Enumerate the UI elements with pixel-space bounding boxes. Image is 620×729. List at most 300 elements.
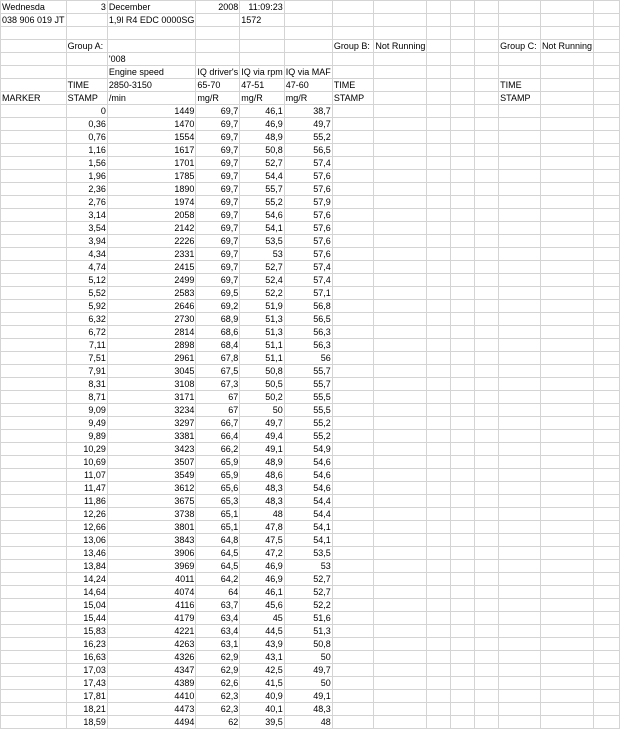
iq-rpm-cell[interactable]: 48 bbox=[240, 508, 285, 521]
empty-cell[interactable] bbox=[475, 573, 499, 586]
iq-rpm-cell[interactable]: 50,8 bbox=[240, 144, 285, 157]
time-stamp-cell[interactable]: 4,74 bbox=[66, 261, 107, 274]
empty-cell[interactable] bbox=[332, 313, 374, 326]
time-stamp-cell[interactable]: 3,54 bbox=[66, 222, 107, 235]
empty-cell[interactable] bbox=[475, 53, 499, 66]
empty-cell[interactable] bbox=[593, 66, 619, 79]
iq-maf-cell[interactable]: 57,9 bbox=[284, 196, 332, 209]
iq-rpm-cell[interactable]: 49,4 bbox=[240, 430, 285, 443]
empty-cell[interactable] bbox=[284, 14, 332, 27]
empty-cell[interactable] bbox=[427, 157, 451, 170]
empty-cell[interactable] bbox=[540, 53, 593, 66]
iq-rpm-cell[interactable]: 54,1 bbox=[240, 222, 285, 235]
empty-cell[interactable] bbox=[1, 339, 67, 352]
empty-cell[interactable] bbox=[374, 404, 427, 417]
iq-maf-cell[interactable]: 54,9 bbox=[284, 443, 332, 456]
time-stamp-cell[interactable]: 2,36 bbox=[66, 183, 107, 196]
empty-cell[interactable] bbox=[593, 27, 619, 40]
empty-cell[interactable] bbox=[499, 677, 541, 690]
empty-cell[interactable] bbox=[427, 92, 451, 105]
empty-cell[interactable] bbox=[427, 456, 451, 469]
iq-maf-cell[interactable]: 54,4 bbox=[284, 508, 332, 521]
time-stamp-cell[interactable]: 13,46 bbox=[66, 547, 107, 560]
empty-cell[interactable] bbox=[374, 313, 427, 326]
empty-cell[interactable] bbox=[1, 365, 67, 378]
empty-cell[interactable] bbox=[374, 131, 427, 144]
empty-cell[interactable] bbox=[540, 339, 593, 352]
empty-cell[interactable] bbox=[475, 14, 499, 27]
empty-cell[interactable] bbox=[196, 27, 240, 40]
iq-rpm-cell[interactable]: 55,2 bbox=[240, 196, 285, 209]
empty-cell[interactable] bbox=[475, 391, 499, 404]
empty-cell[interactable] bbox=[427, 534, 451, 547]
empty-cell[interactable] bbox=[332, 391, 374, 404]
iq-driver-cell[interactable]: 64,8 bbox=[196, 534, 240, 547]
time-stamp-cell[interactable]: 0,76 bbox=[66, 131, 107, 144]
iq-rpm-cell[interactable]: 52,4 bbox=[240, 274, 285, 287]
empty-cell[interactable] bbox=[499, 1, 541, 14]
iq-maf-cell[interactable]: 51,3 bbox=[284, 625, 332, 638]
empty-cell[interactable] bbox=[475, 716, 499, 729]
iq-rpm-cell[interactable]: 41,5 bbox=[240, 677, 285, 690]
iq-driver-cell[interactable]: 69,7 bbox=[196, 170, 240, 183]
iq-driver-cell[interactable]: 62 bbox=[196, 716, 240, 729]
empty-cell[interactable] bbox=[374, 144, 427, 157]
empty-cell[interactable] bbox=[427, 14, 451, 27]
empty-cell[interactable] bbox=[374, 521, 427, 534]
empty-cell[interactable] bbox=[374, 469, 427, 482]
empty-cell[interactable] bbox=[374, 79, 427, 92]
empty-cell[interactable] bbox=[451, 183, 475, 196]
empty-cell[interactable] bbox=[332, 144, 374, 157]
empty-cell[interactable] bbox=[540, 92, 593, 105]
time-stamp-cell[interactable]: 8,31 bbox=[66, 378, 107, 391]
col-name-iq-rpm[interactable]: IQ via rpm bbox=[241, 67, 283, 77]
empty-cell[interactable] bbox=[451, 105, 475, 118]
engine-speed-cell[interactable]: 3906 bbox=[107, 547, 196, 560]
iq-maf-cell[interactable]: 54,4 bbox=[284, 495, 332, 508]
engine-speed-cell[interactable]: 2814 bbox=[107, 326, 196, 339]
empty-cell[interactable] bbox=[332, 196, 374, 209]
empty-cell[interactable] bbox=[593, 664, 619, 677]
empty-cell[interactable] bbox=[427, 443, 451, 456]
empty-cell[interactable] bbox=[593, 612, 619, 625]
iq-maf-cell[interactable]: 57,6 bbox=[284, 222, 332, 235]
empty-cell[interactable] bbox=[593, 391, 619, 404]
empty-cell[interactable] bbox=[540, 183, 593, 196]
empty-cell[interactable] bbox=[374, 326, 427, 339]
engine-speed-cell[interactable]: 3738 bbox=[107, 508, 196, 521]
empty-cell[interactable] bbox=[475, 599, 499, 612]
iq-driver-cell[interactable]: 67,5 bbox=[196, 365, 240, 378]
empty-cell[interactable] bbox=[540, 664, 593, 677]
empty-cell[interactable] bbox=[332, 547, 374, 560]
empty-cell[interactable] bbox=[451, 638, 475, 651]
empty-cell[interactable] bbox=[475, 586, 499, 599]
iq-driver-cell[interactable]: 65,9 bbox=[196, 469, 240, 482]
empty-cell[interactable] bbox=[240, 27, 285, 40]
empty-cell[interactable] bbox=[374, 14, 427, 27]
time-stamp-cell[interactable]: 18,21 bbox=[66, 703, 107, 716]
empty-cell[interactable] bbox=[374, 651, 427, 664]
empty-cell[interactable] bbox=[499, 157, 541, 170]
empty-cell[interactable] bbox=[499, 495, 541, 508]
iq-maf-cell[interactable]: 38,7 bbox=[284, 105, 332, 118]
empty-cell[interactable] bbox=[593, 703, 619, 716]
empty-cell[interactable] bbox=[499, 586, 541, 599]
empty-cell[interactable] bbox=[374, 274, 427, 287]
empty-cell[interactable] bbox=[499, 664, 541, 677]
empty-cell[interactable] bbox=[427, 222, 451, 235]
iq-rpm-cell[interactable]: 50,2 bbox=[240, 391, 285, 404]
empty-cell[interactable] bbox=[374, 53, 427, 66]
iq-rpm-cell[interactable]: 46,9 bbox=[240, 118, 285, 131]
empty-cell[interactable] bbox=[451, 300, 475, 313]
empty-cell[interactable] bbox=[540, 690, 593, 703]
empty-cell[interactable] bbox=[540, 261, 593, 274]
empty-cell[interactable] bbox=[593, 326, 619, 339]
time-stamp-cell[interactable]: 11,47 bbox=[66, 482, 107, 495]
engine-speed-cell[interactable]: 3297 bbox=[107, 417, 196, 430]
empty-cell[interactable] bbox=[593, 508, 619, 521]
empty-cell[interactable] bbox=[1, 391, 67, 404]
empty-cell[interactable] bbox=[374, 378, 427, 391]
empty-cell[interactable] bbox=[374, 716, 427, 729]
empty-cell[interactable] bbox=[374, 534, 427, 547]
empty-cell[interactable] bbox=[593, 690, 619, 703]
empty-cell[interactable] bbox=[427, 1, 451, 14]
time-stamp-cell[interactable]: 3,14 bbox=[66, 209, 107, 222]
empty-cell[interactable] bbox=[475, 170, 499, 183]
empty-cell[interactable] bbox=[374, 625, 427, 638]
empty-cell[interactable] bbox=[499, 66, 541, 79]
empty-cell[interactable] bbox=[451, 391, 475, 404]
engine-speed-cell[interactable]: 4494 bbox=[107, 716, 196, 729]
empty-cell[interactable] bbox=[332, 495, 374, 508]
col-name-engine-speed[interactable]: Engine speed bbox=[107, 66, 196, 79]
time-stamp-cell[interactable]: 12,66 bbox=[66, 521, 107, 534]
iq-driver-cell[interactable]: 64,5 bbox=[196, 547, 240, 560]
empty-cell[interactable] bbox=[332, 339, 374, 352]
empty-cell[interactable] bbox=[593, 651, 619, 664]
engine-description[interactable]: 1,9l R4 EDC 0000SG bbox=[108, 15, 195, 25]
empty-cell[interactable] bbox=[332, 118, 374, 131]
empty-cell[interactable] bbox=[451, 677, 475, 690]
empty-cell[interactable] bbox=[499, 508, 541, 521]
empty-cell[interactable] bbox=[451, 118, 475, 131]
time-stamp-cell[interactable]: 0 bbox=[66, 105, 107, 118]
empty-cell[interactable] bbox=[374, 703, 427, 716]
empty-cell[interactable] bbox=[332, 430, 374, 443]
empty-cell[interactable] bbox=[451, 40, 475, 53]
time-stamp-cell[interactable]: 14,64 bbox=[66, 586, 107, 599]
engine-speed-cell[interactable]: 3423 bbox=[107, 443, 196, 456]
empty-cell[interactable] bbox=[593, 404, 619, 417]
empty-cell[interactable] bbox=[427, 573, 451, 586]
time-stamp-cell[interactable]: 5,12 bbox=[66, 274, 107, 287]
empty-cell[interactable] bbox=[475, 326, 499, 339]
empty-cell[interactable] bbox=[475, 261, 499, 274]
empty-cell[interactable] bbox=[499, 144, 541, 157]
empty-cell[interactable] bbox=[374, 92, 427, 105]
empty-cell[interactable] bbox=[374, 664, 427, 677]
iq-driver-cell[interactable]: 63,4 bbox=[196, 612, 240, 625]
unit-iq-driver[interactable]: mg/R bbox=[196, 92, 240, 105]
empty-cell[interactable] bbox=[475, 365, 499, 378]
engine-speed-cell[interactable]: 1785 bbox=[107, 170, 196, 183]
time-stamp-cell[interactable]: 10,29 bbox=[66, 443, 107, 456]
empty-cell[interactable] bbox=[499, 651, 541, 664]
empty-cell[interactable] bbox=[499, 352, 541, 365]
iq-rpm-cell[interactable]: 45,6 bbox=[240, 599, 285, 612]
empty-cell[interactable] bbox=[499, 638, 541, 651]
empty-cell[interactable] bbox=[499, 612, 541, 625]
empty-cell[interactable] bbox=[475, 417, 499, 430]
empty-cell[interactable] bbox=[1, 326, 67, 339]
empty-cell[interactable] bbox=[475, 339, 499, 352]
iq-maf-cell[interactable]: 49,1 bbox=[284, 690, 332, 703]
empty-cell[interactable] bbox=[451, 339, 475, 352]
empty-cell[interactable] bbox=[427, 677, 451, 690]
empty-cell[interactable] bbox=[451, 131, 475, 144]
empty-cell[interactable] bbox=[451, 690, 475, 703]
engine-speed-cell[interactable]: 1470 bbox=[107, 118, 196, 131]
empty-cell[interactable] bbox=[1, 79, 67, 92]
empty-cell[interactable] bbox=[451, 547, 475, 560]
empty-cell[interactable] bbox=[1, 313, 67, 326]
empty-cell[interactable] bbox=[374, 430, 427, 443]
group-c-stamp-label[interactable]: STAMP bbox=[499, 92, 541, 105]
empty-cell[interactable] bbox=[499, 469, 541, 482]
empty-cell[interactable] bbox=[332, 378, 374, 391]
empty-cell[interactable] bbox=[374, 417, 427, 430]
empty-cell[interactable] bbox=[451, 261, 475, 274]
empty-cell[interactable] bbox=[332, 534, 374, 547]
empty-cell[interactable] bbox=[540, 625, 593, 638]
time-stamp-cell[interactable]: 11,86 bbox=[66, 495, 107, 508]
empty-cell[interactable] bbox=[475, 40, 499, 53]
empty-cell[interactable] bbox=[475, 521, 499, 534]
date-day[interactable]: 3 bbox=[66, 1, 107, 14]
group-c-status[interactable]: Not Running bbox=[541, 41, 592, 51]
iq-maf-cell[interactable]: 55,7 bbox=[284, 378, 332, 391]
empty-cell[interactable] bbox=[475, 235, 499, 248]
empty-cell[interactable] bbox=[593, 456, 619, 469]
empty-cell[interactable] bbox=[332, 586, 374, 599]
empty-cell[interactable] bbox=[374, 287, 427, 300]
empty-cell[interactable] bbox=[475, 313, 499, 326]
empty-cell[interactable] bbox=[374, 222, 427, 235]
engine-speed-cell[interactable]: 1890 bbox=[107, 183, 196, 196]
time-stamp-cell[interactable]: 4,34 bbox=[66, 248, 107, 261]
empty-cell[interactable] bbox=[332, 274, 374, 287]
empty-cell[interactable] bbox=[427, 274, 451, 287]
empty-cell[interactable] bbox=[540, 365, 593, 378]
empty-cell[interactable] bbox=[332, 235, 374, 248]
empty-cell[interactable] bbox=[332, 443, 374, 456]
empty-cell[interactable] bbox=[332, 105, 374, 118]
empty-cell[interactable] bbox=[593, 378, 619, 391]
empty-cell[interactable] bbox=[540, 66, 593, 79]
empty-cell[interactable] bbox=[499, 27, 541, 40]
empty-cell[interactable] bbox=[499, 456, 541, 469]
empty-cell[interactable] bbox=[593, 92, 619, 105]
group-b-stamp-label[interactable]: STAMP bbox=[332, 92, 374, 105]
iq-driver-cell[interactable]: 62,9 bbox=[196, 664, 240, 677]
iq-driver-cell[interactable]: 67,8 bbox=[196, 352, 240, 365]
iq-rpm-cell[interactable]: 48,9 bbox=[240, 131, 285, 144]
empty-cell[interactable] bbox=[1, 352, 67, 365]
empty-cell[interactable] bbox=[427, 638, 451, 651]
time-stamp-cell[interactable]: 8,71 bbox=[66, 391, 107, 404]
empty-cell[interactable] bbox=[374, 573, 427, 586]
empty-cell[interactable] bbox=[593, 716, 619, 729]
empty-cell[interactable] bbox=[332, 365, 374, 378]
engine-speed-cell[interactable]: 3612 bbox=[107, 482, 196, 495]
group-b-status[interactable]: Not Running bbox=[375, 41, 426, 51]
engine-speed-cell[interactable]: 2331 bbox=[107, 248, 196, 261]
empty-cell[interactable] bbox=[540, 716, 593, 729]
time-stamp-cell[interactable]: 6,72 bbox=[66, 326, 107, 339]
iq-rpm-cell[interactable]: 45 bbox=[240, 612, 285, 625]
iq-driver-cell[interactable]: 65,9 bbox=[196, 456, 240, 469]
iq-maf-cell[interactable]: 55,2 bbox=[284, 430, 332, 443]
empty-cell[interactable] bbox=[1, 625, 67, 638]
iq-driver-cell[interactable]: 65,6 bbox=[196, 482, 240, 495]
range-engine-speed[interactable]: 2850-3150 bbox=[107, 79, 196, 92]
iq-maf-cell[interactable]: 48 bbox=[284, 716, 332, 729]
iq-driver-cell[interactable]: 69,2 bbox=[196, 300, 240, 313]
empty-cell[interactable] bbox=[427, 66, 451, 79]
empty-cell[interactable] bbox=[540, 1, 593, 14]
empty-cell[interactable] bbox=[332, 599, 374, 612]
iq-driver-cell[interactable]: 66,4 bbox=[196, 430, 240, 443]
empty-cell[interactable] bbox=[1, 430, 67, 443]
group-a-label[interactable]: Group A: bbox=[66, 40, 107, 53]
empty-cell[interactable] bbox=[499, 716, 541, 729]
empty-cell[interactable] bbox=[499, 196, 541, 209]
empty-cell[interactable] bbox=[374, 443, 427, 456]
empty-cell[interactable] bbox=[475, 27, 499, 40]
empty-cell[interactable] bbox=[593, 677, 619, 690]
empty-cell[interactable] bbox=[240, 53, 285, 66]
empty-cell[interactable] bbox=[374, 586, 427, 599]
iq-rpm-cell[interactable]: 50,5 bbox=[240, 378, 285, 391]
empty-cell[interactable] bbox=[540, 430, 593, 443]
empty-cell[interactable] bbox=[374, 560, 427, 573]
empty-cell[interactable] bbox=[499, 287, 541, 300]
empty-cell[interactable] bbox=[593, 430, 619, 443]
engine-speed-cell[interactable]: 4221 bbox=[107, 625, 196, 638]
engine-speed-cell[interactable]: 1701 bbox=[107, 157, 196, 170]
empty-cell[interactable] bbox=[332, 248, 374, 261]
empty-cell[interactable] bbox=[475, 469, 499, 482]
empty-cell[interactable] bbox=[499, 391, 541, 404]
empty-cell[interactable] bbox=[499, 417, 541, 430]
group-c-time-label[interactable]: TIME bbox=[499, 79, 541, 92]
iq-rpm-cell[interactable]: 49,1 bbox=[240, 443, 285, 456]
iq-maf-cell[interactable]: 55,7 bbox=[284, 365, 332, 378]
empty-cell[interactable] bbox=[593, 417, 619, 430]
iq-driver-cell[interactable]: 65,1 bbox=[196, 508, 240, 521]
empty-cell[interactable] bbox=[1, 612, 67, 625]
empty-cell[interactable] bbox=[540, 326, 593, 339]
iq-maf-cell[interactable]: 53,5 bbox=[284, 547, 332, 560]
empty-cell[interactable] bbox=[451, 27, 475, 40]
empty-cell[interactable] bbox=[593, 40, 619, 53]
iq-driver-cell[interactable]: 69,7 bbox=[196, 157, 240, 170]
empty-cell[interactable] bbox=[540, 482, 593, 495]
empty-cell[interactable] bbox=[540, 313, 593, 326]
empty-cell[interactable] bbox=[451, 417, 475, 430]
iq-rpm-cell[interactable]: 48,3 bbox=[240, 495, 285, 508]
empty-cell[interactable] bbox=[451, 456, 475, 469]
iq-driver-cell[interactable]: 69,5 bbox=[196, 287, 240, 300]
empty-cell[interactable] bbox=[332, 664, 374, 677]
empty-cell[interactable] bbox=[1, 508, 67, 521]
empty-cell[interactable] bbox=[332, 300, 374, 313]
empty-cell[interactable] bbox=[540, 404, 593, 417]
empty-cell[interactable] bbox=[332, 27, 374, 40]
iq-rpm-cell[interactable]: 47,5 bbox=[240, 534, 285, 547]
empty-cell[interactable] bbox=[196, 40, 240, 53]
time-stamp-cell[interactable]: 7,91 bbox=[66, 365, 107, 378]
empty-cell[interactable] bbox=[1, 651, 67, 664]
empty-cell[interactable] bbox=[499, 53, 541, 66]
empty-cell[interactable] bbox=[332, 170, 374, 183]
empty-cell[interactable] bbox=[540, 703, 593, 716]
empty-cell[interactable] bbox=[540, 248, 593, 261]
empty-cell[interactable] bbox=[540, 196, 593, 209]
empty-cell[interactable] bbox=[499, 404, 541, 417]
iq-maf-cell[interactable]: 57,6 bbox=[284, 170, 332, 183]
iq-driver-cell[interactable]: 63,7 bbox=[196, 599, 240, 612]
empty-cell[interactable] bbox=[593, 586, 619, 599]
empty-cell[interactable] bbox=[540, 209, 593, 222]
empty-cell[interactable] bbox=[1, 495, 67, 508]
iq-rpm-cell[interactable]: 51,3 bbox=[240, 313, 285, 326]
empty-cell[interactable] bbox=[451, 92, 475, 105]
empty-cell[interactable] bbox=[540, 547, 593, 560]
empty-cell[interactable] bbox=[593, 599, 619, 612]
empty-cell[interactable] bbox=[475, 664, 499, 677]
empty-cell[interactable] bbox=[475, 105, 499, 118]
empty-cell[interactable] bbox=[427, 27, 451, 40]
iq-driver-cell[interactable]: 69,7 bbox=[196, 222, 240, 235]
empty-cell[interactable] bbox=[451, 664, 475, 677]
empty-cell[interactable] bbox=[427, 716, 451, 729]
empty-cell[interactable] bbox=[427, 547, 451, 560]
time-stamp-cell[interactable]: 11,07 bbox=[66, 469, 107, 482]
empty-cell[interactable] bbox=[593, 495, 619, 508]
empty-cell[interactable] bbox=[593, 118, 619, 131]
iq-rpm-cell[interactable]: 52,7 bbox=[240, 261, 285, 274]
iq-rpm-cell[interactable]: 53 bbox=[240, 248, 285, 261]
group-a-code[interactable]: '008 bbox=[107, 53, 196, 66]
empty-cell[interactable] bbox=[1, 521, 67, 534]
empty-cell[interactable] bbox=[451, 404, 475, 417]
col-name-iq-driver[interactable]: IQ driver's bbox=[197, 67, 239, 77]
empty-cell[interactable] bbox=[593, 625, 619, 638]
empty-cell[interactable] bbox=[427, 378, 451, 391]
empty-cell[interactable] bbox=[374, 690, 427, 703]
iq-rpm-cell[interactable]: 42,5 bbox=[240, 664, 285, 677]
iq-rpm-cell[interactable]: 50 bbox=[240, 404, 285, 417]
iq-maf-cell[interactable]: 50,8 bbox=[284, 638, 332, 651]
empty-cell[interactable] bbox=[475, 508, 499, 521]
iq-driver-cell[interactable]: 69,7 bbox=[196, 235, 240, 248]
iq-driver-cell[interactable]: 68,6 bbox=[196, 326, 240, 339]
